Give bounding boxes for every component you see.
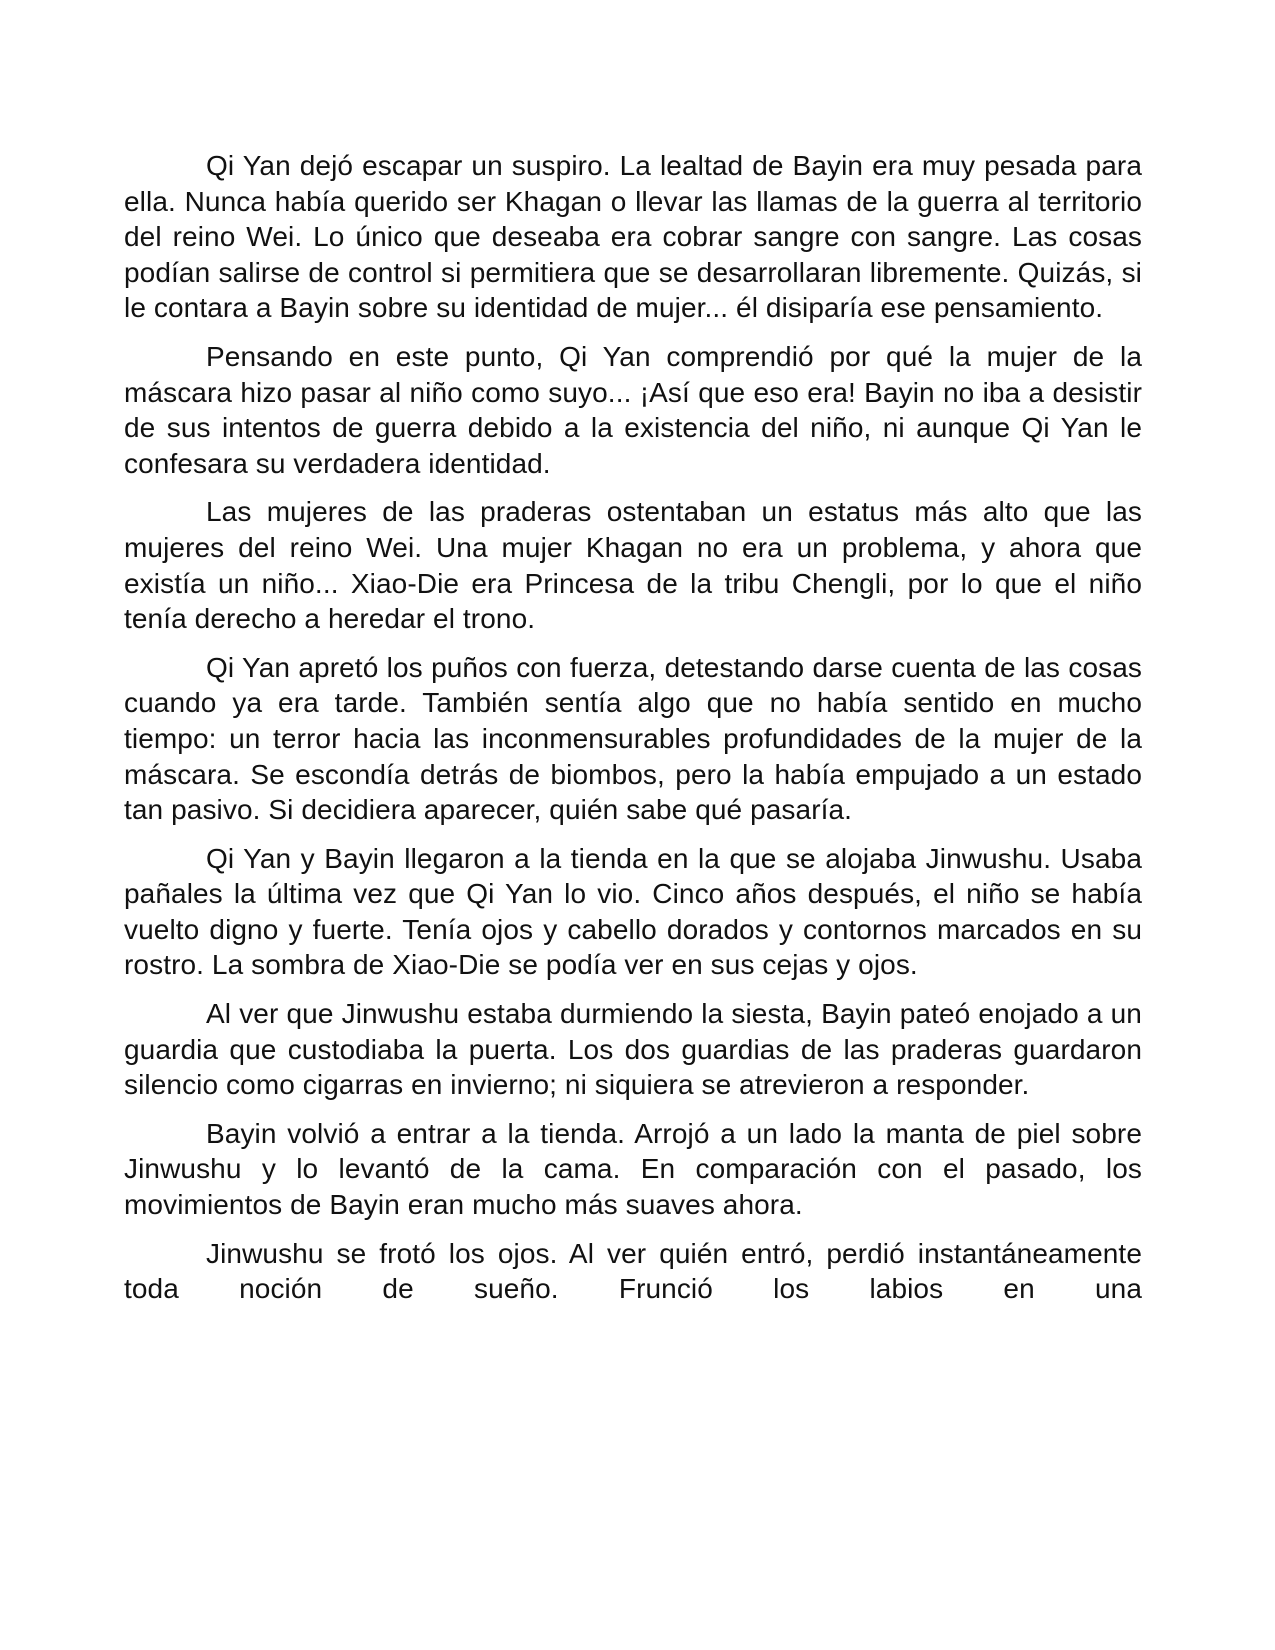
paragraph: Qi Yan y Bayin llegaron a la tienda en la que se alojaba Jinwushu. Usaba pañales la última vez que Qi Yan lo vio. Cinco años después, el niño se había vuelto digno y fuerte. Tenía ojos y cabello dorados y contornos marcados en su rostro. La sombra de Xiao-Die se podía ver en sus cejas y ojos. [124, 842, 1142, 981]
body-text [124, 148, 1142, 1307]
paragraph-continued: Jinwushu se frotó los ojos. Al ver quién entró, perdió instantáneamente toda noción de sueño. Frunció los labios en una [124, 1237, 1142, 1305]
paragraph: Bayin volvió a entrar a la tienda. Arrojó a un lado la manta de piel sobre Jinwushu y lo levantó de la cama. En comparación con el pasado, los movimientos de Bayin eran mucho más suaves ahora. [124, 1117, 1142, 1221]
paragraph: Pensando en este punto, Qi Yan comprendió por qué la mujer de la máscara hizo pasar al niño como suyo... ¡Así que eso era! Bayin no iba a desistir de sus intentos de guerra debido a la existencia del niño, ni aunque Qi Yan le confesara su verdadera identidad. [124, 340, 1142, 479]
paragraph: Qi Yan apretó los puños con fuerza, detestando darse cuenta de las cosas cuando ya era tarde. También sentía algo que no había sentido en mucho tiempo: un terror hacia las inconmensurables profundidades de la mujer de la máscara. Se escondía detrás de biombos, pero la había empujado a un estado tan pasivo. Si decidiera aparecer, quién sabe qué pasaría. [124, 651, 1142, 826]
paragraph: Qi Yan dejó escapar un suspiro. La lealtad de Bayin era muy pesada para ella. Nunca había querido ser Khagan o llevar las llamas de la guerra al territorio del reino Wei. Lo único que deseaba era cobrar sangre con sangre. Las cosas podían salirse de control si permitiera que se desarrollaran libremente. Quizás, si le contara a Bayin sobre su identidad de mujer... él disiparía ese pensamiento. [124, 150, 1142, 324]
paragraph: Las mujeres de las praderas ostentaban un estatus más alto que las mujeres del reino Wei. Una mujer Khagan no era un problema, y ahora que existía un niño... Xiao-Die era Princesa de la tribu Chengli, por lo que el niño tenía derecho a heredar el trono. [124, 496, 1142, 635]
paragraph: Al ver que Jinwushu estaba durmiendo la siesta, Bayin pateó enojado a un guardia que custodiaba la puerta. Los dos guardias de las praderas guardaron silencio como cigarras en invierno; ni siquiera se atrevieron a responder. [124, 998, 1142, 1101]
